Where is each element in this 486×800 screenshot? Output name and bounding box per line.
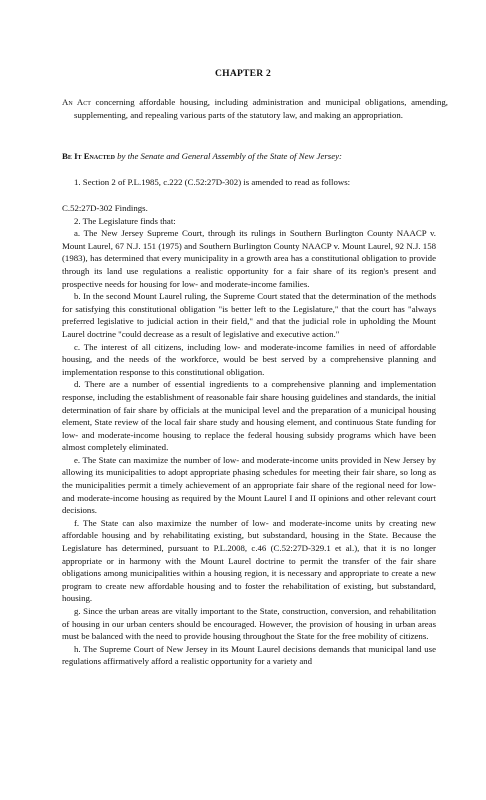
enacted-text: by the Senate and General Assembly of the State of New Jersey: <box>114 151 342 161</box>
paragraph: h. The Supreme Court of New Jersey in its Mount Laurel decisions demands that municipal land use regulations affirmatively afford a realistic opportunity for a variety and <box>62 643 436 667</box>
act-title <box>62 96 448 121</box>
section-1: 1. Section 2 of P.L.1985, c.222 (C.52:27D-302) is amended to read as follows: <box>74 177 351 187</box>
paragraph: a. The New Jersey Supreme Court, through its rulings in Southern Burlington County NAACP v. Mount Laurel, 67 N.J. 151 (1975) and Southern Burlington County NAACP v. Mount Laurel, 92 N.J. 158 (1983), has determined that every municipality in a growth area has a constitutional obligation to provide through its land use regulations a realistic opportunity for a fair share of its region's present and prospective needs for housing for low- and moderate-income families. <box>62 228 436 289</box>
enacted-lead: Be It Enacted <box>62 151 115 161</box>
paragraph: 2. The Legislature finds that: <box>74 215 176 226</box>
paragraph: b. In the second Mount Laurel ruling, the Supreme Court stated that the determination of the methods for satisfying this constitutional obligation "is better left to the Legislature," that the court has "always preferred legislative to judicial action in their field," and that the judicial role in upholding the Mount Laurel doctrine "could decrease as a result of legislative and executive action." <box>62 291 436 339</box>
document-body <box>62 202 436 668</box>
act-text: concerning affordable housing, including administration and municipal obligations, amending, supplementing, and repealing various parts of the statutory law, and making an appropriation. <box>74 97 448 120</box>
paragraph: e. The State can maximize the number of low- and moderate-income units provided in New Jersey by allowing its municipalities to adopt appropriate phasing schedules for meeting their fair share, so long as the municipalities permit a timely achievement of an appropriate fair share of the regional need for low- and moderate-income housing as required by the Mount Laurel I and II opinions and other relevant court decisions. <box>62 454 436 516</box>
paragraph: d. There are a number of essential ingredients to a comprehensive planning and implementation response, including the establishment of reasonable fair share housing guidelines and standards, the initial determination of fair share by officials at the municipal level and the preparation of a municipal housing element, State review of the local fair share study and housing element, and continuous State funding for low- and moderate-income housing to replace the federal housing subsidy programs which have been almost completely eliminated. <box>62 379 436 453</box>
act-lead: An Act <box>62 97 91 107</box>
paragraph: c. The interest of all citizens, including low- and moderate-income families in need of affordable housing, and the needs of the workforce, would be best served by a comprehensive planning and implementation response to this constitutional obligation. <box>62 341 436 377</box>
enacting-clause <box>62 150 442 163</box>
paragraph: g. Since the urban areas are vitally important to the State, construction, conversion, and rehabilitation of housing in our urban centers should be encouraged. However, the provision of housing in urban areas must be balanced with the need to provide housing throughout the State for the free mobility of citizens. <box>62 606 436 642</box>
citation: C.52:27D-302 Findings. <box>62 203 148 213</box>
chapter-title: CHAPTER 2 <box>215 68 271 79</box>
paragraph: f. The State can also maximize the number of low- and moderate-income units by creating new affordable housing and by rehabilitating existing, but substandard, housing in the State. Because the Legislature has determined, pursuant to P.L.2008, c.46 (C.52:27D-329.1 et al.), that it is no longer appropriate or in harmony with the Mount Laurel doctrine to permit the transfer of the fair share obligations among municipalities within a housing region, it is necessary and appropriate to create a new program to create new affordable housing and to foster the rehabilitation of existing, but substandard, housing. <box>62 517 436 604</box>
